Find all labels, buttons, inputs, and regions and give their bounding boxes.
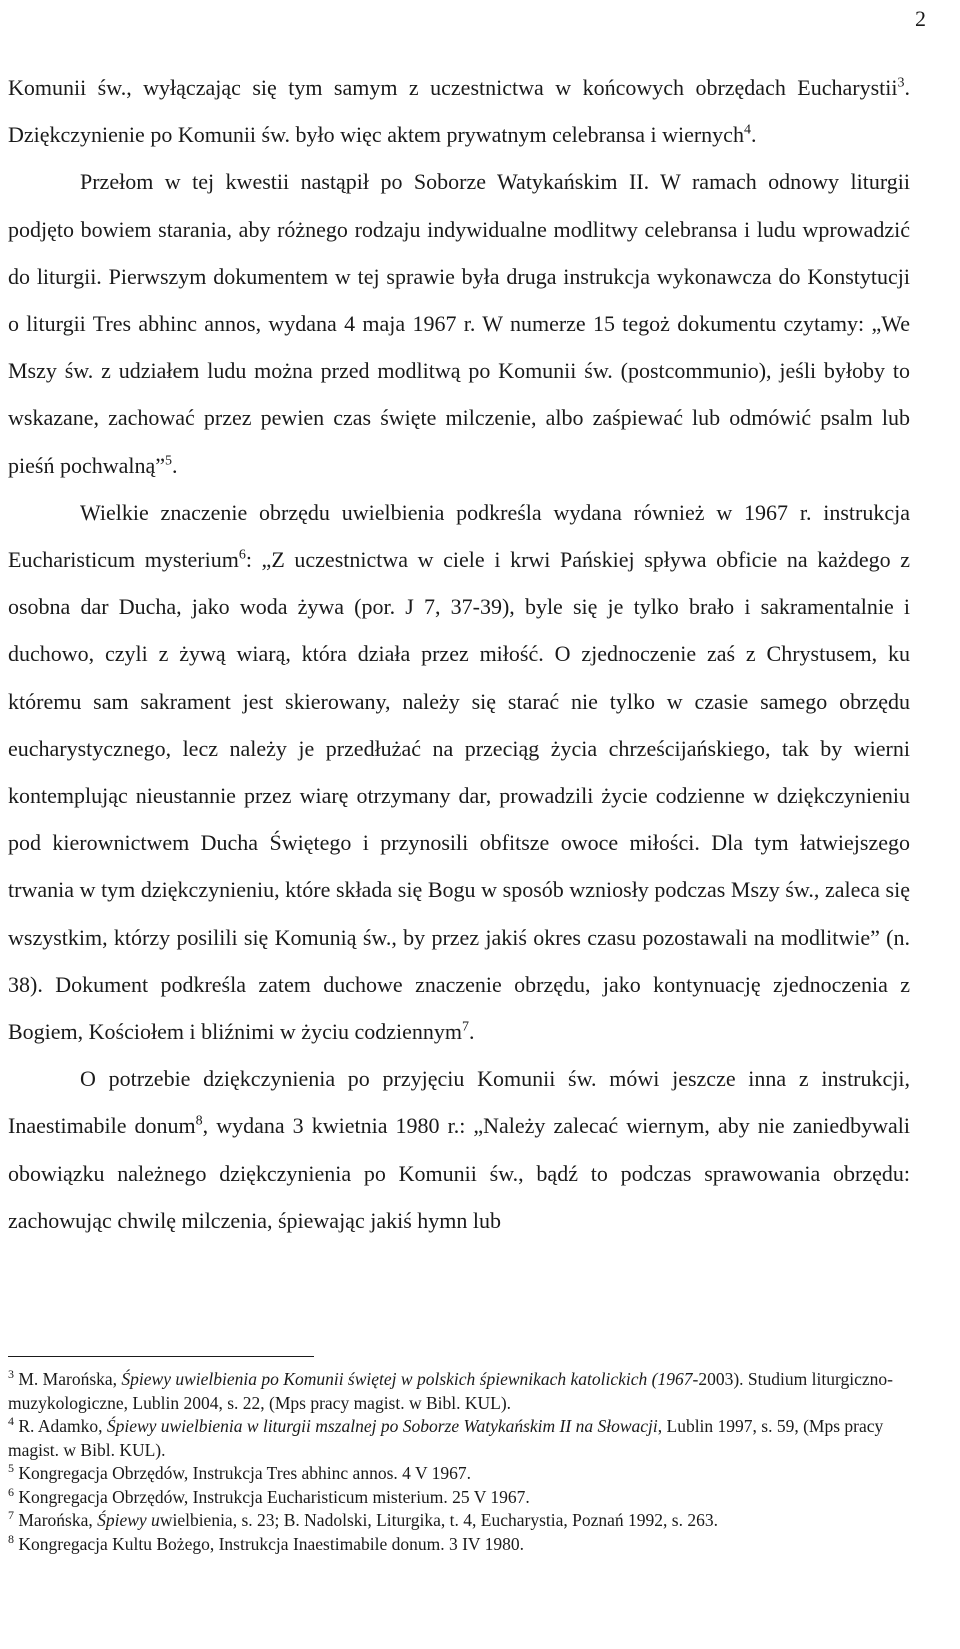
text-run: O potrzebie dziękczynienia po przyjęciu Komunii św. mówi jeszcze inna z instrukcji, Inaestimabile donum: [8, 1066, 910, 1139]
text-run: wielbienia, s. 23; B. Nadolski, Liturgika, t. 4, Eucharystia, Poznań 1992, s. 263.: [159, 1510, 718, 1530]
text-run: Marońska,: [14, 1510, 98, 1530]
footnotes: [8, 1368, 910, 1556]
footnote: [8, 1462, 910, 1486]
footnote-marker: 6: [238, 547, 246, 563]
footnote-marker: 6: [8, 1484, 14, 1499]
text-run: .: [750, 122, 757, 148]
footnote-marker: 7: [8, 1508, 14, 1523]
paragraph: [8, 158, 910, 488]
paragraph: [8, 489, 910, 1055]
footnote-marker: 5: [8, 1461, 14, 1476]
paragraph: [8, 1055, 910, 1244]
footnote-separator: [8, 1356, 314, 1357]
footnote-marker: 4: [8, 1414, 14, 1429]
text-run: Przełom w tej kwestii nastąpił po Soborze Watykańskim II. W ramach odnowy liturgii podjęto bowiem starania, aby różnego rodzaju indywidualne modlitwy celebransa i ludu wprowadzić do liturgii. Pierwszym dokumentem w tej sprawie była druga instrukcja wykonawcza do Konstytucji o liturgii Tres abhinc annos, wydana 4 maja 1967 r. W numerze 15 tegoż dokumentu czytamy: „We Mszy św. z udziałem ludu można przed modlitwą po Komunii św. (postcommunio), jeśli byłoby to wskazane, zachować przez pewien czas święte milczenie, albo zaśpiewać lub odmówić psalm lub pieśń pochwalną”: [8, 169, 910, 478]
text-run: M. Marońska,: [14, 1369, 122, 1389]
footnote: [8, 1368, 910, 1415]
italic-title: Śpiewy uwielbienia w liturgii mszalnej po Soborze Watykańskim II na Słowacji: [106, 1416, 658, 1436]
footnote: [8, 1415, 910, 1462]
footnote-marker: 4: [743, 122, 751, 138]
footnote: [8, 1533, 910, 1557]
text-run: -2003). Studium liturgiczno-muzykologiczne, Lublin 2004, s. 22, (Mps pracy magist. w Bibl. KUL).: [8, 1369, 893, 1413]
footnote-marker: 7: [461, 1019, 469, 1035]
text-run: Komunii św., wyłączając się tym samym z uczestnictwa w końcowych obrzędach Eucharystii: [8, 75, 898, 100]
page-number: 2: [915, 6, 926, 31]
italic-title: Śpiewy u: [97, 1510, 160, 1530]
text-run: Kongregacja Obrzędów, Instrukcja Tres abhinc annos. 4 V 1967.: [14, 1463, 472, 1483]
footnote-marker: 3: [8, 1367, 14, 1382]
text-run: : „Z uczestnictwa w ciele i krwi Pańskiej spływa obficie na każdego z osobna dar Ducha, jako woda żywa (por. J 7, 37-39), byle się je tylko brało i sakramentalnie i duchowo, czyli z żywą wiarą, która działa przez miłość. O zjednoczenie zaś z Chrystusem, ku któremu sam sakrament jest skierowany, należy się starać nie tylko w czasie samego obrzędu eucharystycznego, lecz należy je przedłużać na przeciąg życia chrześcijańskiego, tak by wierni kontemplując nieustannie przez wiarę otrzymany dar, prowadzili życie codzienne w dziękczynieniu pod kierownictwem Ducha Świętego i przynosili obfitsze owoce miłości. Dla tym łatwiejszego trwania w tym dziękczynieniu, które składa się Bogu w sposób wzniosły podczas Mszy św., zaleca się wszystkim, którzy posilili się Komunią św., by przez jakiś okres czasu pozostawali na modlitwie” (n. 38). Dokument podkreśla zatem duchowe znaczenie obrzędu, jako kontynuację zjednoczenia z Bogiem, Kościołem i bliźnimi w życiu codziennym: [8, 547, 910, 1045]
text-run: Kongregacja Obrzędów, Instrukcja Eucharisticum misterium. 25 V 1967.: [14, 1486, 530, 1507]
text-run: , wydana 3 kwietnia 1980 r.: „Należy zalecać wiernym, aby nie zaniedbywali obowiązku należnego dziękczynienia po Komunii św., bądź to podczas sprawowania obrzędu: zachowując chwilę milczenia, śpiewając jakiś hymn lub: [8, 1113, 910, 1233]
main-text: [8, 64, 910, 1244]
footnote-marker: 3: [897, 75, 905, 91]
text-run: . Dziękczynienie po Komunii św. było więc aktem prywatnym celebransa i wiernych: [8, 75, 910, 148]
text-run: R. Adamko,: [14, 1416, 107, 1436]
footnote-marker: 8: [8, 1531, 14, 1546]
footnote-marker: 5: [165, 453, 172, 469]
footnote: [8, 1509, 910, 1533]
text-run: , Lublin 1997, s. 59, (Mps pracy magist. w Bibl. KUL).: [8, 1416, 884, 1460]
italic-title: Śpiewy uwielbienia po Komunii świętej w polskich śpiewnikach katolickich (1967: [121, 1369, 693, 1389]
text-run: Kongregacja Kultu Bożego, Instrukcja Inaestimabile donum. 3 IV 1980.: [14, 1533, 524, 1554]
footnote: [8, 1486, 910, 1510]
text-run: .: [172, 452, 178, 478]
text-run: Wielkie znaczenie obrzędu uwielbienia podkreśla wydana również w 1967 r. instrukcja Eucharisticum mysterium: [8, 499, 910, 573]
text-run: .: [468, 1019, 475, 1045]
footnote-marker: 8: [195, 1114, 203, 1130]
paragraph: [8, 64, 910, 158]
